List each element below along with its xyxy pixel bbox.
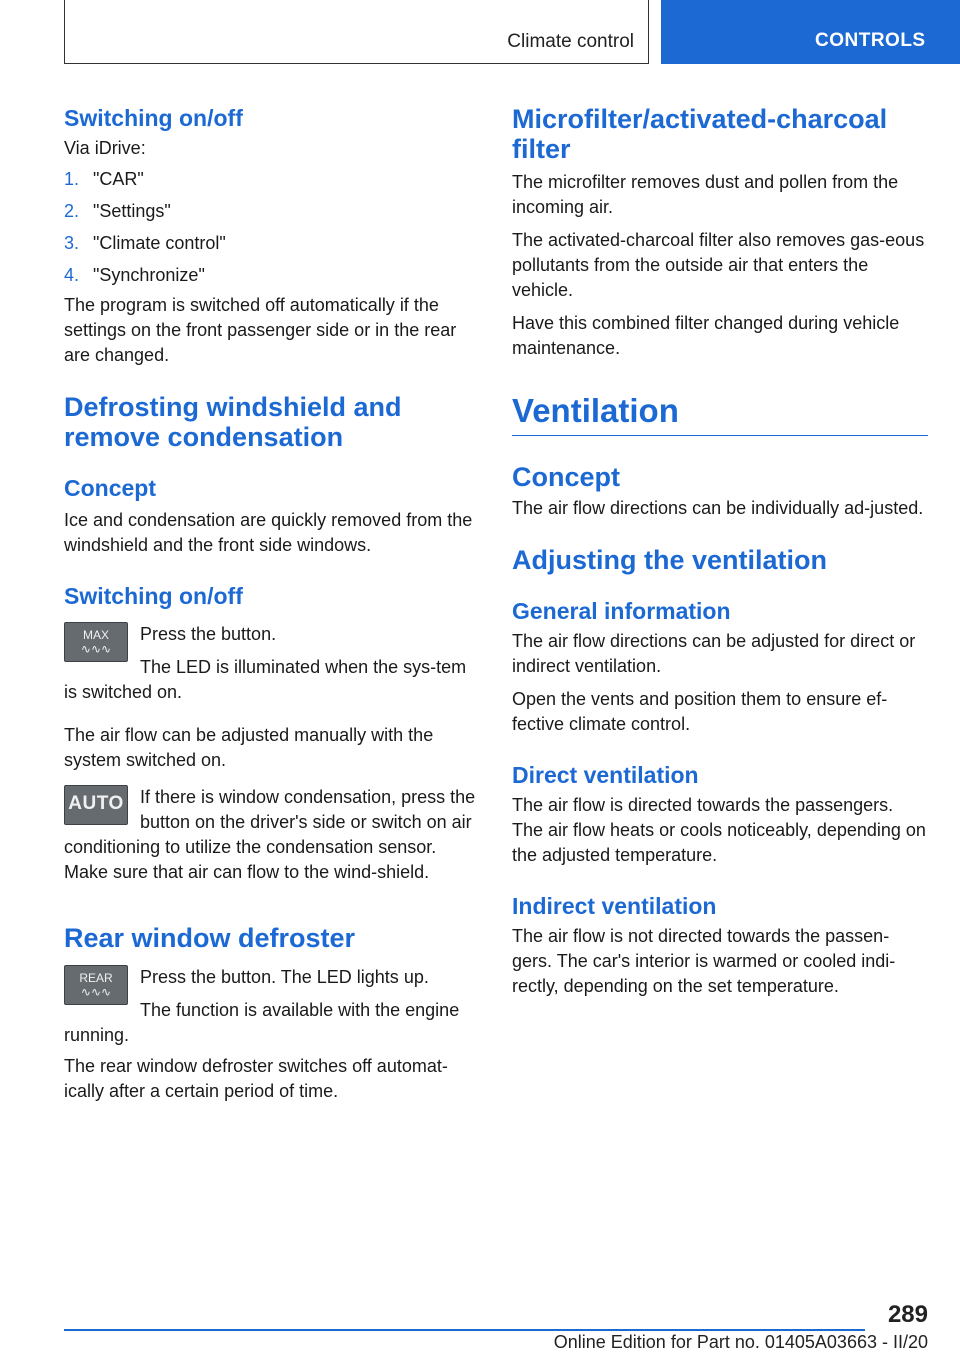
defrost-concept-heading: Concept <box>64 475 156 501</box>
right-column <box>512 100 928 999</box>
rear-auto-off-text: The rear window defroster switches off automat-ically after a certain period of time. <box>64 1056 448 1101</box>
switching-on-off-heading: Switching on/off <box>64 105 243 131</box>
list-item: 4. "Synchronize" <box>64 265 205 285</box>
general-info-text-2: Open the vents and position them to ensure ef-fective climate control. <box>512 689 888 734</box>
auto-button-block <box>64 785 478 885</box>
rear-engine-text: The function is available with the engine running. <box>64 1000 460 1045</box>
general-info-text-1: The air flow directions can be adjusted for direct or indirect ventilation. <box>512 631 916 676</box>
indirect-ventilation-text: The air flow is not directed towards the passen-gers. The car's interior is warmed or cooled indi-rectly, depending on the set temperature. <box>512 926 896 996</box>
idrive-steps-list <box>64 167 478 295</box>
airflow-manual-text: The air flow can be adjusted manually with the system switched on. <box>64 725 434 770</box>
left-column <box>64 100 478 1104</box>
filter-text-2: The activated-charcoal filter also removes gas-eous pollutants from the outside air that enters the vehicle. <box>512 230 925 300</box>
auto-button-icon: AUTO <box>64 785 128 825</box>
rear-button-block <box>64 965 478 1048</box>
footer-edition-text: Online Edition for Part no. 01405A03663 - II/20 <box>553 1332 928 1352</box>
header-section-box <box>64 0 649 64</box>
rear-defrost-icon: REAR ∿∿∿ <box>64 965 128 1005</box>
filter-text-1: The microfilter removes dust and pollen from the incoming air. <box>512 172 899 217</box>
auto-condensation-text: If there is window condensation, press the button on the driver's side or switch on air conditioning to utilize the condensation sensor. Make sure that air can flow to the wind-shield. <box>64 787 476 882</box>
max-defrost-icon: MAX ∿∿∿ <box>64 622 128 662</box>
direct-ventilation-heading: Direct ventilation <box>512 762 699 788</box>
max-led-text: The LED is illuminated when the sys-tem is switched on. <box>64 657 467 702</box>
list-item: 2. "Settings" <box>64 201 171 221</box>
rear-press-text: Press the button. The LED lights up. <box>140 967 429 987</box>
general-info-heading: General information <box>512 598 731 624</box>
list-item: 3. "Climate control" <box>64 233 226 253</box>
header-section-title: Climate control <box>507 31 634 52</box>
footer-divider <box>64 1329 865 1331</box>
ventilation-concept-text: The air flow directions can be individually ad-justed. <box>512 498 924 518</box>
defrost-switching-heading: Switching on/off <box>64 583 243 609</box>
indirect-ventilation-heading: Indirect ventilation <box>512 893 717 919</box>
defrost-waves-icon: ∿∿∿ <box>80 642 112 656</box>
filter-text-3: Have this combined filter changed during vehicle maintenance. <box>512 313 900 358</box>
via-idrive-text: Via iDrive: <box>64 138 146 158</box>
direct-ventilation-text: The air flow is directed towards the passengers. The air flow heats or cools noticeably, depending on the adjusted temperature. <box>512 795 926 865</box>
page-number: 289 <box>887 1301 928 1328</box>
defrost-waves-icon: ∿∿∿ <box>80 985 112 999</box>
filter-heading: Microfilter/activated-charcoal filter <box>512 104 888 164</box>
defrost-concept-text: Ice and condensation are quickly removed from the windshield and the front side windows. <box>64 510 473 555</box>
sync-note-text: The program is switched off automatically if the settings on the front passenger side or in the rear are changed. <box>64 295 457 365</box>
rear-defroster-heading: Rear window defroster <box>64 923 356 953</box>
ventilation-concept-heading: Concept <box>512 462 620 492</box>
max-press-text: Press the button. <box>140 624 277 644</box>
header-chapter-tab: CONTROLS <box>661 0 960 64</box>
defrost-heading: Defrosting windshield and remove condensation <box>64 392 402 452</box>
list-item: 1. "CAR" <box>64 169 144 189</box>
adjusting-heading: Adjusting the ventilation <box>512 545 827 575</box>
ventilation-heading: Ventilation <box>512 391 928 436</box>
max-button-block <box>64 622 478 705</box>
